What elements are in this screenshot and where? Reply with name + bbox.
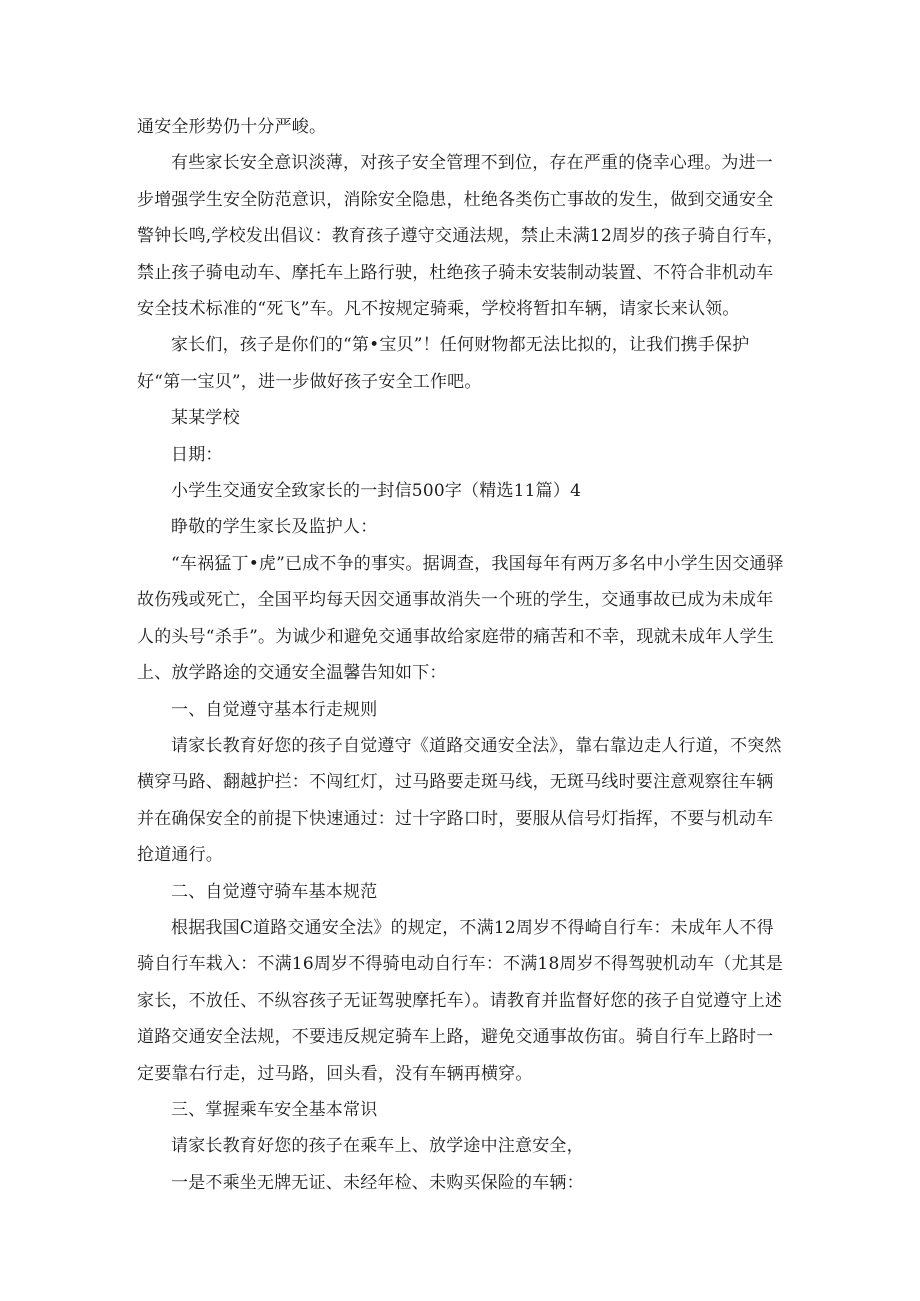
paragraph-walking-rules: 请家长教育好您的孩子自觉遵守《道路交通安全法》，靠右靠边走人行道，不突然横穿马路、翻越护拦：不闯红灯，过马路要走斑马线，无斑马线时要注意观察往车辆并在确保安全的前提下快速通过：过十字路口时，要服从信号灯指挥，不要与机动车抢道通行。 bbox=[137, 735, 782, 866]
signature-date: 日期： bbox=[171, 444, 223, 465]
paragraph-riding-safety-intro: 请家长教育好您的孩子在乘车上、放学途中注意安全， bbox=[171, 1136, 584, 1157]
heading-walking-rules: 一、自觉遵守基本行走规则 bbox=[171, 699, 378, 720]
paragraph-continuation: 通安全形势仍十分严峻。 bbox=[137, 117, 327, 137]
paragraph-safety-initiative: 有些家长安全意识淡薄，对孩子安全管理不到位，存在严重的侥幸心理。为进一步增强学生安全防范意识，消除安全隐患，杜绝各类伤亡事故的发生，做到交通安全警钟长鸣,学校发出倡议：教育孩子遵守交通法规，禁止未满12周岁的孩子骑自行车，禁止孩子骑电动车、摩托车上路行驶，杜绝孩子骑未安装制动装置、不符合非机动车安全技术标准的“死飞”车。凡不按规定骑乘，学校将暂扣车辆，请家长来认领。 bbox=[137, 153, 784, 320]
signature-school: 某某学校 bbox=[171, 408, 240, 429]
paragraph-appeal-to-parents: 家长们，孩子是你们的“第•宝贝”！任何财物都无法比拟的，让我们携手保护好“第一宝贝”，进一步做好孩子安全工作吧。 bbox=[137, 335, 750, 392]
heading-cycling-rules: 二、自觉遵守骑车基本规范 bbox=[171, 881, 378, 902]
heading-riding-safety: 三、掌握乘车安全基本常识 bbox=[171, 1099, 378, 1120]
paragraph-cycling-rules: 根据我国C道路交通安全法》的规定，不满12周岁不得崎自行车：未成年人不得骑自行车栽入：不满16周岁不得骑电动自行车：不满18周岁不得驾驶机动车（尤其是家长，不放任、不纵容孩子无证驾驶摩托车）。请教育并监督好您的孩子自觉遵守上述道路交通安全法规，不要违反规定骑车上路，避免交通事故伤宙。骑自行车上路时一定要靠右行走，过马路，回头看，没有车辆再横穿。 bbox=[137, 917, 784, 1084]
letter-salutation: 睁敬的学生家长及监护人： bbox=[171, 517, 378, 538]
letter-title: 小学生交通安全致家长的一封信500字（精选11篇）4 bbox=[171, 481, 582, 502]
paragraph-accident-facts: “车祸猛丁•虎”已成不争的事实。据调查，我国每年有两万多名中小学生因交通驿故伤残或死亡，全国平均每天因交通事故消失一个班的学生，交通事故已成为未成年人的头号“杀手”。为诚少和避免交通事故给家庭带的痛苦和不幸，现就未成年人学生上、放学路途的交通安全温馨告知如下： bbox=[137, 553, 784, 684]
paragraph-riding-safety-point-1: 一是不乘坐无牌无证、未经年检、未购买保险的车辆： bbox=[171, 1172, 584, 1193]
document-body bbox=[137, 109, 789, 1201]
